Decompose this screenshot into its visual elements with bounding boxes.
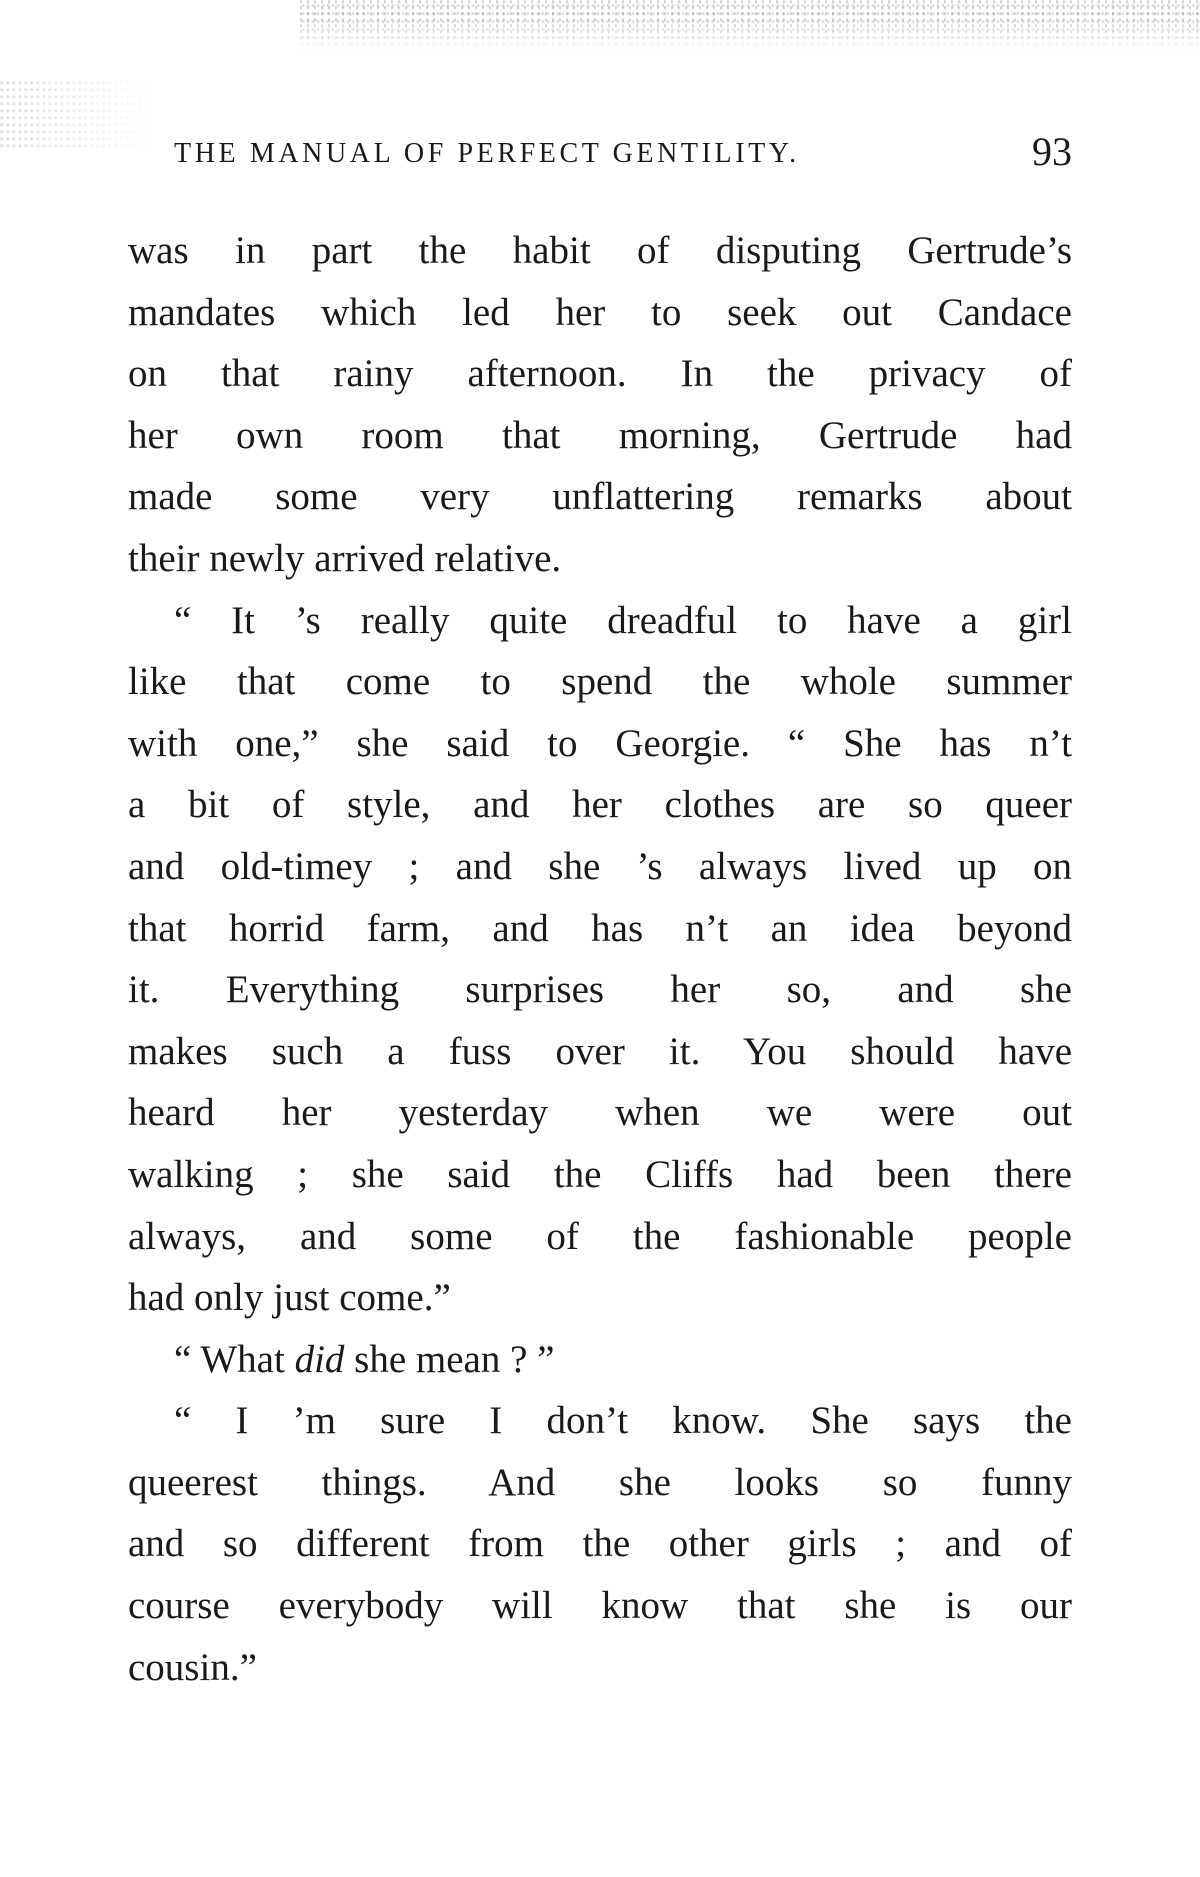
text-line: and so different from the other girls ; and of xyxy=(128,1522,1072,1566)
text-line: a bit of style, and her clothes are so queer xyxy=(128,783,1072,827)
what-rest: she mean ? ” xyxy=(354,1337,555,1381)
text-line: “ It ’s really quite dreadful to have a girl xyxy=(174,598,1072,642)
text-line: had only just come.” xyxy=(128,1276,451,1320)
text-line: and old-timey ; and she ’s always lived up on xyxy=(128,844,1072,888)
text-line: mandates which led her to seek out Candace xyxy=(128,290,1072,334)
text-line: makes such a fuss over it. You should have xyxy=(128,1029,1072,1073)
text-line: it. Everything surprises her so, and she xyxy=(128,968,1072,1012)
text-line: that horrid farm, and has n’t an idea beyond xyxy=(128,906,1072,950)
page-header xyxy=(174,128,1072,180)
text-line: like that come to spend the whole summer xyxy=(128,660,1072,704)
text-line: walking ; she said the Cliffs had been there xyxy=(128,1152,1072,1196)
page-number: 93 xyxy=(1032,129,1072,174)
text-line: with one,” she said to Georgie. “ She has n’t xyxy=(128,721,1072,765)
text-line: queerest things. And she looks so funny xyxy=(128,1460,1072,1504)
text-line: was in part the habit of disputing Gertrude’s xyxy=(128,229,1072,272)
scan-speckle-top xyxy=(300,0,1200,52)
text-line: heard her yesterday when we were out xyxy=(128,1091,1072,1135)
text-line: her own room that morning, Gertrude had xyxy=(128,413,1072,457)
text-line: “ I ’m sure I don’t know. She says the xyxy=(174,1399,1072,1443)
text-line: course everybody will know that she is our xyxy=(128,1584,1072,1628)
body-text xyxy=(128,220,1072,1698)
text-line: always, and some of the fashionable people xyxy=(128,1214,1072,1258)
running-title: THE MANUAL OF PERFECT GENTILITY. xyxy=(174,138,800,169)
text-line: made some very unflattering remarks about xyxy=(128,475,1072,519)
what-open-quote: “ What xyxy=(174,1337,285,1381)
what-emphasis: did xyxy=(294,1337,345,1381)
text-line: on that rainy afternoon. In the privacy of xyxy=(128,352,1072,396)
scan-speckle-left xyxy=(0,80,160,150)
text-line: their newly arrived relative. xyxy=(128,536,562,580)
text-line: cousin.” xyxy=(128,1645,257,1689)
text-line-what xyxy=(128,1329,1072,1391)
